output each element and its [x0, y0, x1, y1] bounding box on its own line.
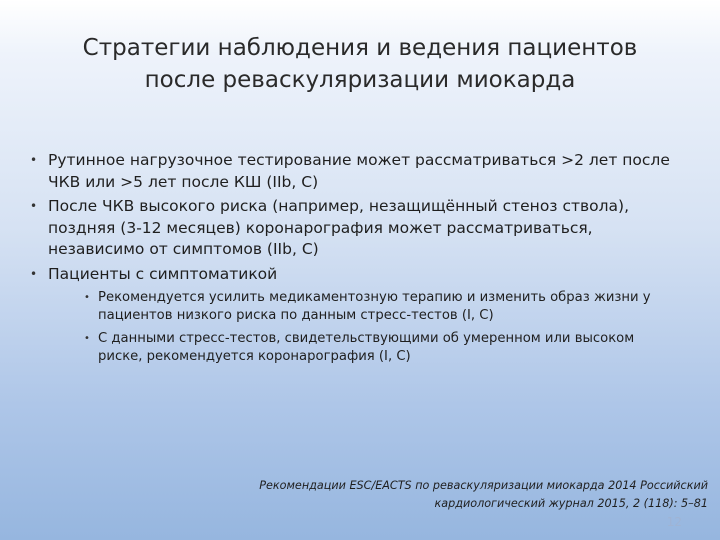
subbullet-list	[84, 289, 674, 365]
bullet-text: Рутинное нагрузочное тестирование может рассматриваться >2 лет после ЧКВ или >5 лет после КШ (IIb, C)	[48, 151, 670, 191]
bullet-item	[30, 264, 690, 366]
bullet-text: После ЧКВ высокого риска (например, незащищённый стеноз ствола), поздняя (3-12 месяцев) коронарография может рассматриваться, независимо от симптомов (IIb, C)	[48, 197, 630, 258]
slide-title	[40, 32, 680, 96]
bullet-item	[30, 196, 690, 261]
bullet-dot-icon: •	[30, 266, 38, 281]
citation-line-2: кардиологический журнал 2015, 2 (118): 5–81	[434, 497, 708, 510]
subbullet-item	[84, 289, 674, 324]
subbullet-item	[84, 330, 674, 365]
bullet-dot-icon: •	[84, 333, 90, 344]
subbullet-text: Рекомендуется усилить медикаментозную терапию и изменить образ жизни у пациентов низкого риска по данным стресс-тестов (I, C)	[98, 290, 651, 323]
subbullet-text: С данными стресс-тестов, свидетельствующими об умеренном или высоком риске, рекомендуется коронарография (I, C)	[98, 331, 635, 364]
bullet-item	[30, 150, 690, 193]
bullet-dot-icon: •	[84, 292, 90, 303]
bullet-dot-icon: •	[30, 199, 38, 213]
citation	[238, 477, 708, 513]
bullet-dot-icon: •	[30, 153, 38, 167]
bullet-text: Пациенты с симптоматикой	[48, 264, 278, 283]
title-line-1: Стратегии наблюдения и ведения пациентов	[82, 35, 638, 61]
citation-line-1: Рекомендации ESC/EACTS по реваскуляризации миокарда 2014 Российский	[259, 479, 708, 492]
bullet-list	[30, 150, 690, 371]
page-number: 12	[666, 515, 682, 529]
title-line-2: после реваскуляризации миокарда	[144, 67, 576, 93]
